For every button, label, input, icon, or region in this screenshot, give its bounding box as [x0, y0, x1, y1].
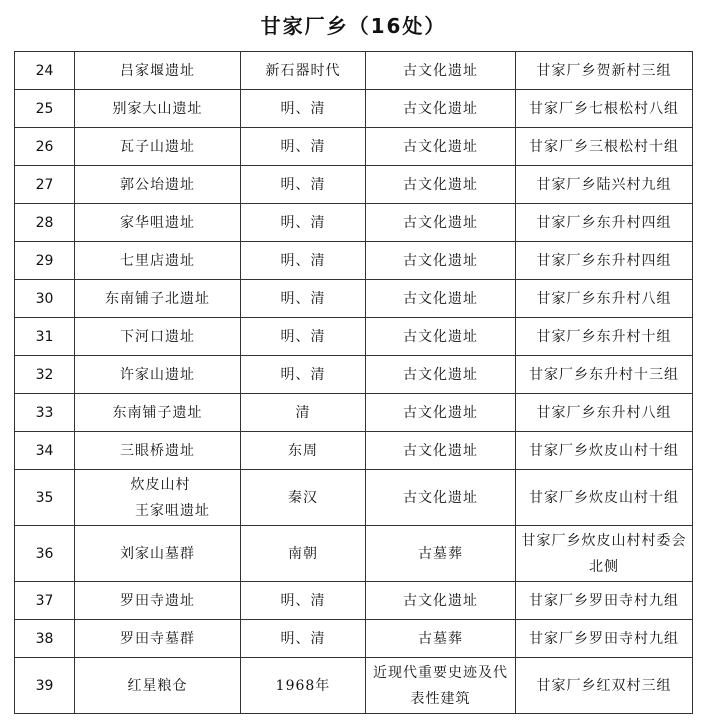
- site-name: 许家山遗址: [75, 356, 241, 394]
- row-number: 39: [15, 658, 75, 714]
- site-location: 甘家厂乡东升村十组: [516, 318, 693, 356]
- site-era: 秦汉: [241, 470, 366, 526]
- table-row: [15, 90, 693, 128]
- row-number: 30: [15, 280, 75, 318]
- row-number: 38: [15, 620, 75, 658]
- site-name: 瓦子山遗址: [75, 128, 241, 166]
- site-name: 东南铺子北遗址: [75, 280, 241, 318]
- table-row: [15, 204, 693, 242]
- table-row: [15, 582, 693, 620]
- site-location: 甘家厂乡东升村四组: [516, 242, 693, 280]
- table-row: [15, 394, 693, 432]
- table-row: [15, 242, 693, 280]
- site-name: 别家大山遗址: [75, 90, 241, 128]
- site-name-line2: 王家咀遗址: [135, 502, 210, 519]
- site-category: 古文化遗址: [366, 166, 516, 204]
- table-row: [15, 658, 693, 714]
- site-category: 古文化遗址: [366, 280, 516, 318]
- site-name: 刘家山墓群: [75, 526, 241, 582]
- site-name: 罗田寺遗址: [75, 582, 241, 620]
- row-number: 29: [15, 242, 75, 280]
- site-location: 甘家厂乡罗田寺村九组: [516, 582, 693, 620]
- row-number: 27: [15, 166, 75, 204]
- table-row: [15, 470, 693, 526]
- site-era: 1968年: [241, 658, 366, 714]
- site-category: 古文化遗址: [366, 204, 516, 242]
- site-name: 下河口遗址: [75, 318, 241, 356]
- row-number: 28: [15, 204, 75, 242]
- table-row: [15, 318, 693, 356]
- site-location: 甘家厂乡东升村八组: [516, 394, 693, 432]
- site-location: 甘家厂乡七根松村八组: [516, 90, 693, 128]
- row-number: 34: [15, 432, 75, 470]
- site-name: 东南铺子遗址: [75, 394, 241, 432]
- site-era: 南朝: [241, 526, 366, 582]
- site-category: 古文化遗址: [366, 470, 516, 526]
- site-era: 清: [241, 394, 366, 432]
- site-name-line1: 炊皮山村: [130, 476, 191, 493]
- table-row: [15, 620, 693, 658]
- site-name: 罗田寺墓群: [75, 620, 241, 658]
- site-era: 明、清: [241, 204, 366, 242]
- site-name: 三眼桥遗址: [75, 432, 241, 470]
- site-category: 古文化遗址: [366, 356, 516, 394]
- site-category: 古文化遗址: [366, 90, 516, 128]
- site-category: 古文化遗址: [366, 432, 516, 470]
- site-category: 古文化遗址: [366, 582, 516, 620]
- row-number: 31: [15, 318, 75, 356]
- site-name: 郭公坮遗址: [75, 166, 241, 204]
- site-category: 近现代重要史迹及代表性建筑: [366, 658, 516, 714]
- site-location: 甘家厂乡罗田寺村九组: [516, 620, 693, 658]
- site-category: 古文化遗址: [366, 128, 516, 166]
- site-category: 古文化遗址: [366, 394, 516, 432]
- table-row: [15, 166, 693, 204]
- site-name: 七里店遗址: [75, 242, 241, 280]
- row-number: 24: [15, 52, 75, 90]
- site-location: 甘家厂乡东升村十三组: [516, 356, 693, 394]
- site-location: 甘家厂乡炊皮山村十组: [516, 470, 693, 526]
- site-name: [75, 470, 241, 526]
- site-location: 甘家厂乡炊皮山村村委会北侧: [516, 526, 693, 582]
- table-row: [15, 52, 693, 90]
- site-era: 明、清: [241, 582, 366, 620]
- row-number: 35: [15, 470, 75, 526]
- site-location: 甘家厂乡东升村八组: [516, 280, 693, 318]
- site-name: 家华咀遗址: [75, 204, 241, 242]
- heritage-sites-table: [14, 51, 693, 714]
- site-era: 新石器时代: [241, 52, 366, 90]
- table-row: [15, 356, 693, 394]
- site-era: 明、清: [241, 356, 366, 394]
- site-era: 明、清: [241, 128, 366, 166]
- site-era: 东周: [241, 432, 366, 470]
- row-number: 25: [15, 90, 75, 128]
- site-era: 明、清: [241, 166, 366, 204]
- row-number: 36: [15, 526, 75, 582]
- site-location: 甘家厂乡贺新村三组: [516, 52, 693, 90]
- site-era: 明、清: [241, 280, 366, 318]
- site-location: 甘家厂乡炊皮山村十组: [516, 432, 693, 470]
- site-location: 甘家厂乡陆兴村九组: [516, 166, 693, 204]
- site-category: 古文化遗址: [366, 52, 516, 90]
- row-number: 37: [15, 582, 75, 620]
- table-row: [15, 432, 693, 470]
- site-era: 明、清: [241, 620, 366, 658]
- site-location: 甘家厂乡三根松村十组: [516, 128, 693, 166]
- table-row: [15, 128, 693, 166]
- site-era: 明、清: [241, 318, 366, 356]
- table-title: 甘家厂乡（16处）: [260, 14, 447, 38]
- site-era: 明、清: [241, 242, 366, 280]
- site-location: 甘家厂乡东升村四组: [516, 204, 693, 242]
- table-row: [15, 280, 693, 318]
- site-category: 古文化遗址: [366, 318, 516, 356]
- site-name: 红星粮仓: [75, 658, 241, 714]
- site-category: 古文化遗址: [366, 242, 516, 280]
- site-category: 古墓葬: [366, 620, 516, 658]
- table-row: [15, 526, 693, 582]
- site-name: 吕家堰遗址: [75, 52, 241, 90]
- site-era: 明、清: [241, 90, 366, 128]
- site-category: 古墓葬: [366, 526, 516, 582]
- site-location: 甘家厂乡红双村三组: [516, 658, 693, 714]
- row-number: 33: [15, 394, 75, 432]
- row-number: 26: [15, 128, 75, 166]
- row-number: 32: [15, 356, 75, 394]
